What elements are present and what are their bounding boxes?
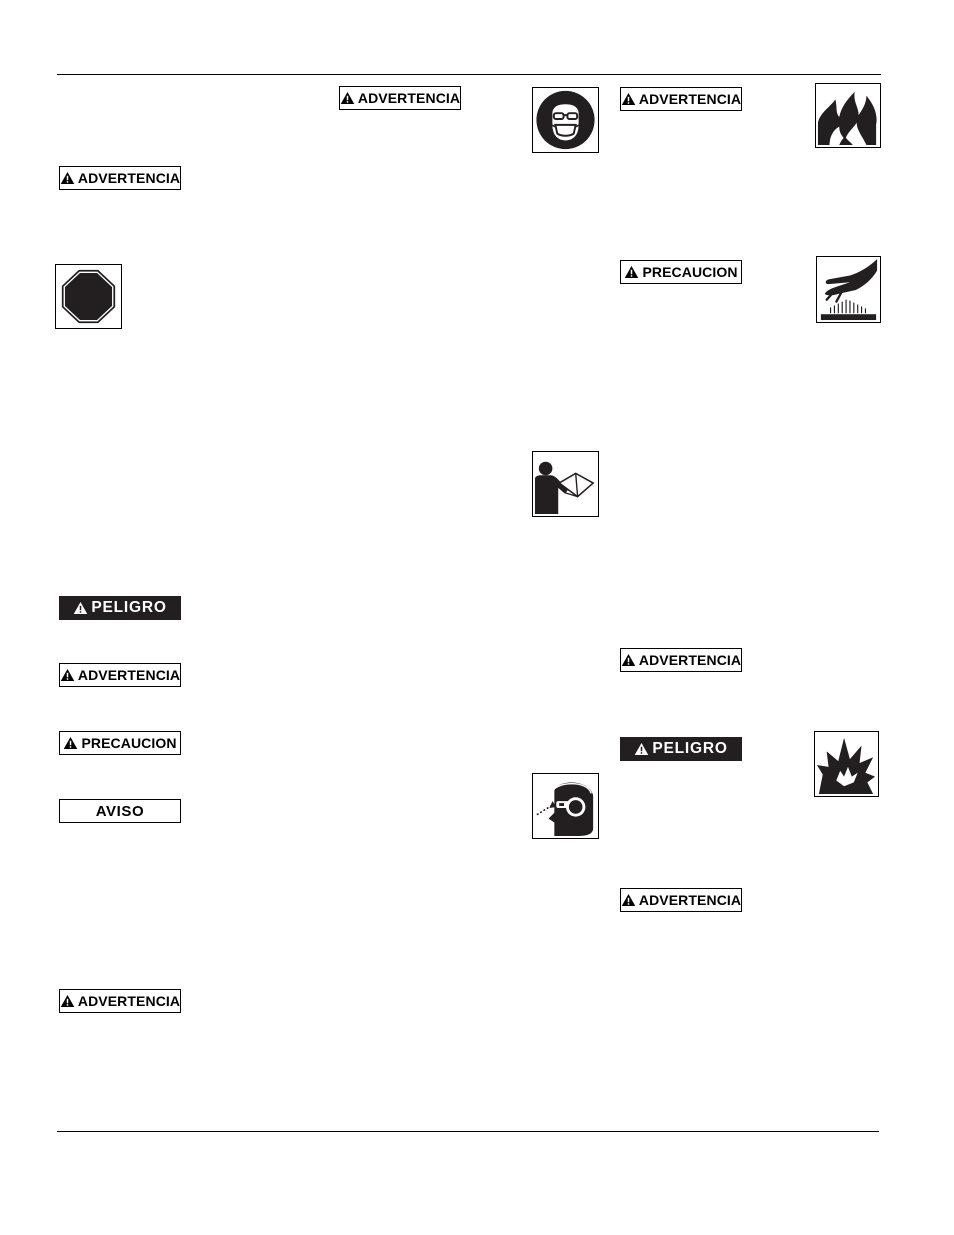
warning-triangle-icon	[60, 171, 75, 185]
signal-label: PELIGRO	[652, 740, 728, 757]
signal-advertencia	[620, 87, 742, 111]
signal-peligro	[59, 596, 181, 620]
signal-advertencia	[59, 989, 181, 1013]
warning-triangle-icon	[621, 653, 636, 667]
warning-triangle-icon	[60, 668, 75, 682]
warning-triangle-icon	[340, 91, 355, 105]
signal-label: ADVERTENCIA	[638, 91, 742, 107]
signal-peligro	[620, 737, 742, 761]
respirator-mask-icon	[532, 87, 599, 153]
warning-triangle-icon	[624, 265, 639, 279]
signal-aviso	[59, 799, 181, 823]
top-rule	[57, 74, 881, 75]
fire-icon	[815, 83, 881, 148]
warning-triangle-icon	[60, 994, 75, 1008]
signal-label: PRECAUCION	[81, 735, 177, 751]
signal-precaucion	[620, 260, 742, 284]
hot-surface-icon	[816, 256, 881, 323]
warning-triangle-icon	[634, 742, 649, 756]
warning-triangle-icon	[621, 893, 636, 907]
hearing-eye-protection-icon	[532, 773, 599, 839]
signal-precaucion	[59, 731, 181, 755]
signal-label: ADVERTENCIA	[638, 652, 742, 668]
signal-advertencia	[620, 888, 742, 912]
warning-triangle-icon	[63, 736, 78, 750]
stop-sign-icon	[55, 264, 122, 329]
signal-advertencia	[59, 166, 181, 190]
signal-label: PRECAUCION	[642, 264, 738, 280]
bottom-rule	[57, 1131, 879, 1132]
signal-label: AVISO	[95, 802, 145, 820]
signal-label: ADVERTENCIA	[77, 170, 181, 186]
warning-triangle-icon	[621, 92, 636, 106]
signal-label: PELIGRO	[91, 599, 167, 616]
signal-label: ADVERTENCIA	[77, 667, 181, 683]
read-manual-icon	[532, 451, 599, 517]
signal-label: ADVERTENCIA	[77, 993, 181, 1009]
signal-label: ADVERTENCIA	[357, 90, 461, 106]
signal-label: ADVERTENCIA	[638, 892, 742, 908]
explosion-icon	[814, 731, 879, 797]
signal-advertencia	[339, 86, 461, 110]
signal-advertencia	[620, 648, 742, 672]
signal-advertencia	[59, 663, 181, 687]
warning-triangle-icon	[73, 601, 88, 615]
